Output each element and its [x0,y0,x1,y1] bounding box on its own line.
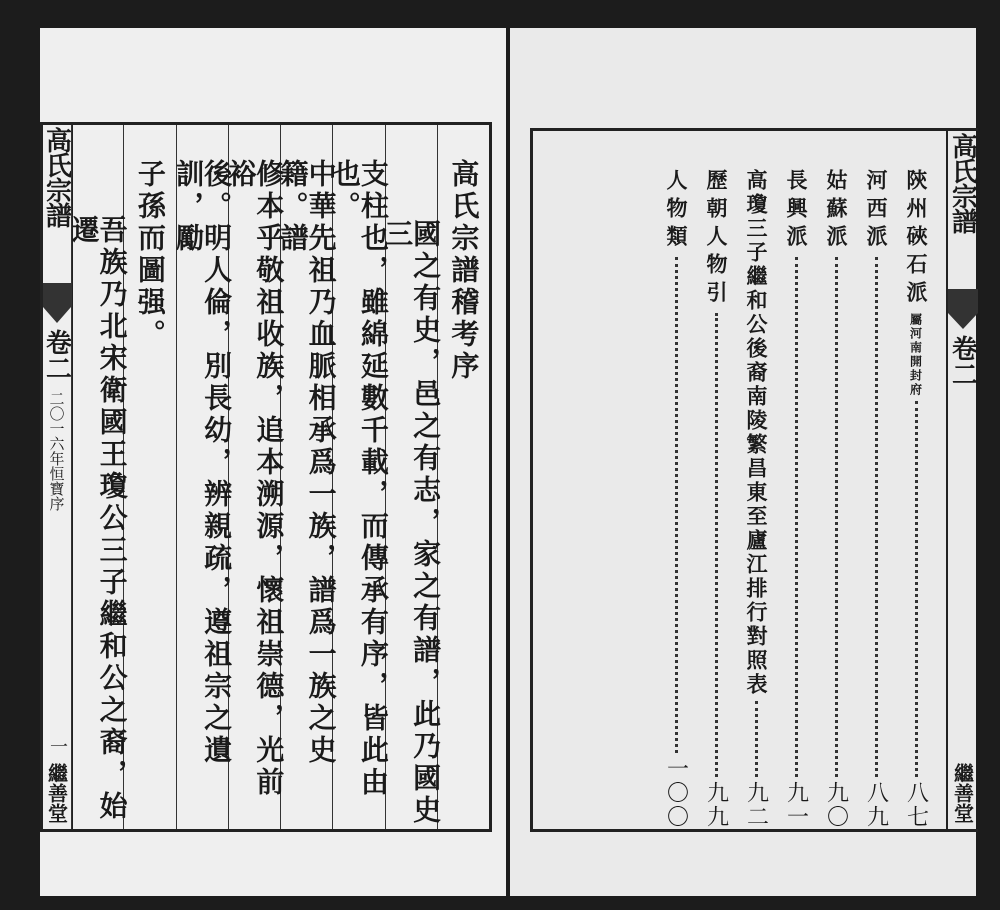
banxin-volume: 卷二 [41,329,72,381]
toc-label: 歷朝人物引 [704,169,729,309]
text-column [381,125,443,829]
toc-page-number: 九二 [743,781,769,829]
toc-page-number: 八九 [863,781,889,829]
leader-dots [915,401,918,777]
preface-line: 中華先祖乃血脈相承爲一族，譜爲一族之史籍。譜 [276,159,338,767]
preface-line: 後。明人倫，別長幼，辨親疏，遵祖宗之遺訓，勵 [172,159,234,767]
banxin-hall-name: 繼善堂 [950,763,975,823]
text-column [276,125,338,829]
preface-line: 吾族乃北宋衛國王瓊公三子繼和公之裔，始遷 [67,215,129,823]
toc-label: 人物類 [664,169,689,253]
leader-dots [755,701,758,777]
toc-label: 高瓊三子繼和公後裔南陵繁昌東至廬江排行對照表 [744,169,769,697]
text-column [67,125,129,829]
toc-page-number: 九一 [783,781,809,829]
banxin-page-number: 一 [47,737,68,755]
text-column [224,125,286,829]
toc-entry[interactable] [896,169,936,829]
preface-line: 修本乎敬祖收族，追本溯源，懷祖崇德，光前裕 [224,159,286,799]
text-column [328,125,390,829]
fish-tail-ornament [43,283,71,323]
table-of-contents [533,131,948,829]
leader-dots [675,257,678,753]
left-page [40,28,506,896]
text-column [123,125,175,829]
preface-line: 國之有史，邑之有志，家之有譜，此乃國史三 [381,219,443,827]
toc-page-number: 九九 [703,781,729,829]
toc-entry[interactable] [816,169,856,829]
leader-dots [835,257,838,777]
toc-page-number: 一〇〇 [663,757,689,829]
banxin-title: 高氏宗譜 [947,133,978,233]
toc-entry[interactable] [656,169,696,829]
toc-entry[interactable] [776,169,816,829]
banxin-subtitle: 二〇一六年恒寶序 [47,391,66,511]
toc-page-number: 八七 [903,781,929,829]
toc-entry[interactable] [696,169,736,829]
toc-label: 姑蘇派 [824,169,849,253]
toc-label: 陝州硤石派 [904,169,929,309]
toc-page-number: 九〇 [823,781,849,829]
right-page [510,28,976,896]
leader-dots [795,257,798,777]
toc-note: 屬河南開封府 [908,313,923,397]
preface-frame [40,122,492,832]
right-banxin [946,131,978,829]
preface-line: 支柱也，雖綿延數千載，而傳承有序，皆此由也。 [328,159,390,799]
toc-entry[interactable] [856,169,896,829]
preface-title: 高氏宗譜稽考序 [447,159,481,383]
toc-label: 河西派 [864,169,889,253]
preface-columns [67,125,489,829]
text-column [437,125,489,829]
toc-label: 長興派 [784,169,809,253]
leader-dots [875,257,878,777]
toc-entry[interactable] [736,169,776,829]
fish-tail-ornament [948,289,978,329]
text-column [172,125,234,829]
banxin-title: 高氏宗譜 [41,127,72,227]
preface-line: 子孫而圖强。 [133,159,167,351]
toc-frame [530,128,978,832]
banxin-volume: 卷二 [947,335,978,387]
banxin-hall-name: 繼善堂 [44,763,69,823]
leader-dots [715,313,718,777]
